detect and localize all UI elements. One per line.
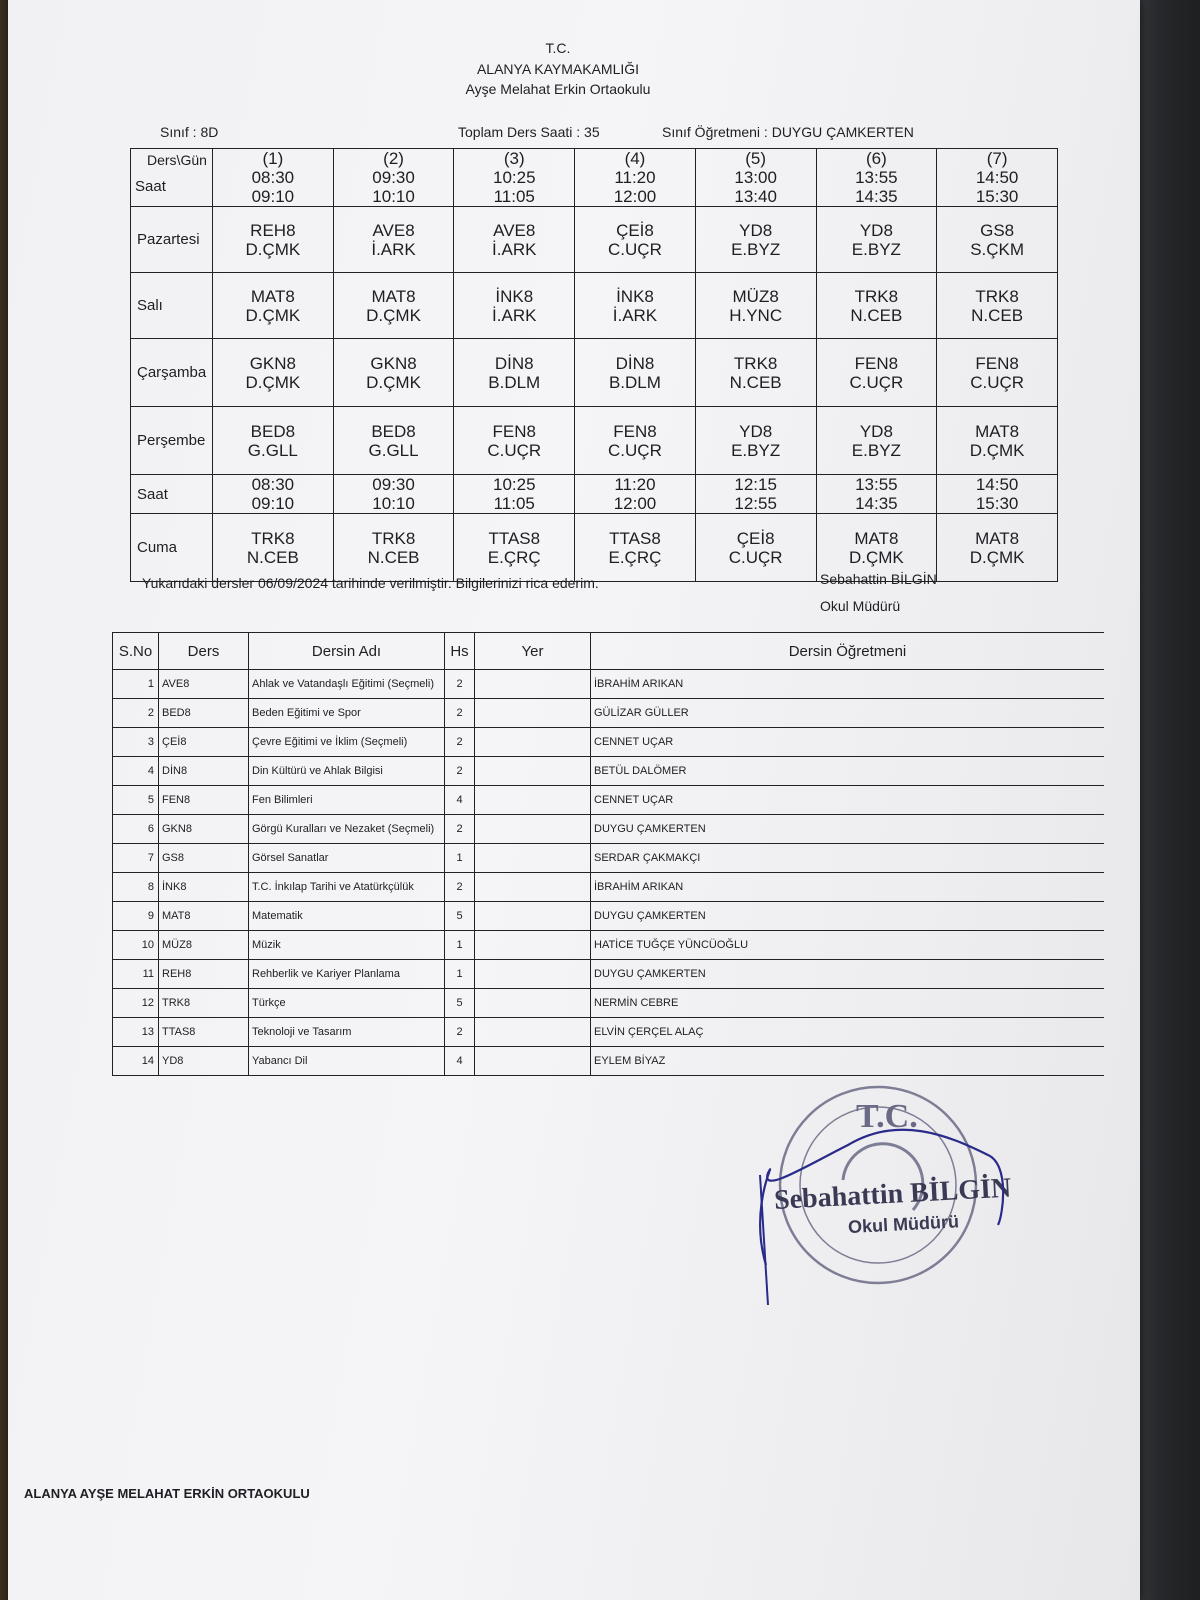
row-place [475,1018,591,1047]
row-code: REH8 [159,960,249,989]
class-label: Sınıf : 8D [160,124,219,140]
row-hours: 5 [445,989,475,1018]
period-header: (7) 14:50 15:30 [937,149,1058,207]
lesson-cell: YD8 E.BYZ [816,407,937,475]
row-sno: 7 [113,844,159,873]
row-place [475,931,591,960]
row-sno: 3 [113,728,159,757]
row-teacher: ELVİN ÇERÇEL ALAÇ [591,1018,1105,1047]
course-list-header [113,633,1105,670]
header-line-1: T.C. [545,40,571,56]
day-row-sali [131,273,1058,339]
row-hours: 4 [445,786,475,815]
row-course-name: T.C. İnkılap Tarihi ve Atatürkçülük [249,873,445,902]
row-place [475,757,591,786]
row-code: MAT8 [159,902,249,931]
row-hours: 2 [445,757,475,786]
row-teacher: EYLEM BİYAZ [591,1047,1105,1076]
col-name: Dersin Adı [249,633,445,670]
row-hours: 2 [445,728,475,757]
row-hours: 1 [445,960,475,989]
corner-bottom-label: Saat [135,177,166,195]
principal-name: Sebahattin BİLGİN [820,571,937,587]
row-sno: 13 [113,1018,159,1047]
lesson-cell: AVE8 İ.ARK [333,207,454,273]
row-hours: 2 [445,670,475,699]
lesson-cell: TTAS8 E.ÇRÇ [575,514,696,582]
stamp-title: Okul Müdürü [847,1211,960,1238]
day-label: Salı [131,273,213,339]
period-header: (4) 11:20 12:00 [575,149,696,207]
row-teacher: DUYGU ÇAMKERTEN [591,902,1105,931]
lesson-cell: YD8 E.BYZ [695,207,816,273]
row-teacher: DUYGU ÇAMKERTEN [591,960,1105,989]
row-course-name: Teknoloji ve Tasarım [249,1018,445,1047]
lesson-cell: TRK8 N.CEB [816,273,937,339]
lesson-cell: GKN8 D.ÇMK [333,339,454,407]
row-course-name: Rehberlik ve Kariyer Planlama [249,960,445,989]
row-place [475,873,591,902]
header-line-2: ALANYA KAYMAKAMLIĞI [476,61,640,77]
time-cell: 10:25 11:05 [454,475,575,514]
time-cell: 11:20 12:00 [575,475,696,514]
day-row-persembe [131,407,1058,475]
course-list-body [113,670,1105,1076]
col-hours: Hs [445,633,475,670]
col-sno: S.No [113,633,159,670]
lesson-cell: MAT8 D.ÇMK [816,514,937,582]
row-course-name: Ahlak ve Vatandaşlı Eğitimi (Seçmeli) [249,670,445,699]
time-cell: 14:50 15:30 [937,475,1058,514]
day-label: Perşembe [131,407,213,475]
course-list [112,632,1104,1076]
timetable [130,148,1058,582]
lesson-cell: FEN8 C.UÇR [575,407,696,475]
lesson-cell: TRK8 N.CEB [333,514,454,582]
lesson-cell: MAT8 D.ÇMK [937,514,1058,582]
row-teacher: İBRAHİM ARIKAN [591,670,1105,699]
corner-top-label: Ders\Gün [147,151,207,168]
time-row-label: Saat [131,475,213,514]
row-place [475,699,591,728]
lesson-cell: İNK8 İ.ARK [454,273,575,339]
course-row [113,699,1105,728]
lesson-cell: MAT8 D.ÇMK [937,407,1058,475]
lesson-cell: TRK8 N.CEB [695,339,816,407]
col-place: Yer [475,633,591,670]
row-code: ÇEİ8 [159,728,249,757]
row-code: FEN8 [159,786,249,815]
row-course-name: Yabancı Dil [249,1047,445,1076]
row-sno: 8 [113,873,159,902]
row-code: DİN8 [159,757,249,786]
document-page [8,0,1140,1600]
row-course-name: Görgü Kuralları ve Nezaket (Seçmeli) [249,815,445,844]
row-code: BED8 [159,699,249,728]
row-hours: 4 [445,1047,475,1076]
row-course-name: Türkçe [249,989,445,1018]
corner-cell [131,149,213,207]
period-header: (5) 13:00 13:40 [695,149,816,207]
row-hours: 2 [445,699,475,728]
row-course-name: Müzik [249,931,445,960]
row-hours: 5 [445,902,475,931]
course-row [113,873,1105,902]
row-teacher: HATİCE TUĞÇE YÜNCÜOĞLU [591,931,1105,960]
row-course-name: Matematik [249,902,445,931]
course-row [113,1018,1105,1047]
row-code: YD8 [159,1047,249,1076]
row-teacher: CENNET UÇAR [591,786,1105,815]
lesson-cell: DİN8 B.DLM [454,339,575,407]
row-teacher: İBRAHİM ARIKAN [591,873,1105,902]
lesson-cell: AVE8 İ.ARK [454,207,575,273]
row-teacher: BETÜL DALÖMER [591,757,1105,786]
class-teacher: Sınıf Öğretmeni : DUYGU ÇAMKERTEN [662,124,914,140]
course-row [113,931,1105,960]
official-stamp [748,1075,1038,1315]
row-place [475,1047,591,1076]
lesson-cell: GKN8 D.ÇMK [213,339,334,407]
course-row [113,670,1105,699]
period-header: (6) 13:55 14:35 [816,149,937,207]
lesson-cell: FEN8 C.UÇR [937,339,1058,407]
day-row-pazartesi [131,207,1058,273]
row-code: GKN8 [159,815,249,844]
day-row-carsamba [131,339,1058,407]
course-row [113,786,1105,815]
stamp-name: Sebahattin BİLGİN [773,1172,1012,1216]
row-teacher: SERDAR ÇAKMAKÇI [591,844,1105,873]
row-hours: 1 [445,844,475,873]
period-header: (2) 09:30 10:10 [333,149,454,207]
row-course-name: Beden Eğitimi ve Spor [249,699,445,728]
background-right [1130,0,1200,1600]
col-code: Ders [159,633,249,670]
stamp-emblem: T.C. [856,1098,918,1135]
lesson-cell: MAT8 D.ÇMK [333,273,454,339]
period-header: (3) 10:25 11:05 [454,149,575,207]
lesson-cell: YD8 E.BYZ [695,407,816,475]
row-hours: 2 [445,815,475,844]
day-label: Pazartesi [131,207,213,273]
row-course-name: Fen Bilimleri [249,786,445,815]
period-header: (1) 08:30 09:10 [213,149,334,207]
row-teacher: NERMİN CEBRE [591,989,1105,1018]
lesson-cell: MAT8 D.ÇMK [213,273,334,339]
row-code: TTAS8 [159,1018,249,1047]
day-label: Çarşamba [131,339,213,407]
row-place [475,989,591,1018]
row-hours: 1 [445,931,475,960]
row-sno: 9 [113,902,159,931]
lesson-cell: FEN8 C.UÇR [454,407,575,475]
row-place [475,815,591,844]
row-sno: 6 [113,815,159,844]
row-sno: 1 [113,670,159,699]
row-sno: 10 [113,931,159,960]
lesson-cell: REH8 D.ÇMK [213,207,334,273]
footer-school-name: ALANYA AYŞE MELAHAT ERKİN ORTAOKULU [24,1486,310,1501]
row-place [475,786,591,815]
row-sno: 4 [113,757,159,786]
lesson-cell: TRK8 N.CEB [213,514,334,582]
row-place [475,670,591,699]
lesson-cell: GS8 S.ÇKM [937,207,1058,273]
time-cell: 12:15 12:55 [695,475,816,514]
row-sno: 11 [113,960,159,989]
lesson-cell: ÇEİ8 C.UÇR [695,514,816,582]
principal-title: Okul Müdürü [820,598,901,614]
course-row [113,728,1105,757]
course-row [113,844,1105,873]
row-place [475,728,591,757]
row-hours: 2 [445,1018,475,1047]
header-line-3: Ayşe Melahat Erkin Ortaokulu [465,81,651,97]
total-hours: Toplam Ders Saati : 35 [458,124,600,140]
course-row [113,1047,1105,1076]
lesson-cell: TRK8 N.CEB [937,273,1058,339]
row-sno: 12 [113,989,159,1018]
course-row [113,960,1105,989]
row-code: AVE8 [159,670,249,699]
row-course-name: Din Kültürü ve Ahlak Bilgisi [249,757,445,786]
lesson-cell: DİN8 B.DLM [575,339,696,407]
row-code: MÜZ8 [159,931,249,960]
row-sno: 14 [113,1047,159,1076]
lesson-cell: TTAS8 E.ÇRÇ [454,514,575,582]
row-teacher: DUYGU ÇAMKERTEN [591,815,1105,844]
lesson-cell: MÜZ8 H.YNC [695,273,816,339]
course-row [113,815,1105,844]
lesson-cell: İNK8 İ.ARK [575,273,696,339]
row-course-name: Çevre Eğitimi ve İklim (Seçmeli) [249,728,445,757]
row-code: GS8 [159,844,249,873]
row-place [475,960,591,989]
row-hours: 2 [445,873,475,902]
course-row [113,757,1105,786]
row-code: İNK8 [159,873,249,902]
row-sno: 5 [113,786,159,815]
row-sno: 2 [113,699,159,728]
lesson-cell: BED8 G.GLL [213,407,334,475]
row-code: TRK8 [159,989,249,1018]
time-cell: 13:55 14:35 [816,475,937,514]
row-teacher: GÜLİZAR GÜLLER [591,699,1105,728]
col-teacher: Dersin Öğretmeni [591,633,1105,670]
day-label: Cuma [131,514,213,582]
row-teacher: CENNET UÇAR [591,728,1105,757]
timetable-header-row [131,149,1058,207]
lesson-cell: YD8 E.BYZ [816,207,937,273]
course-row [113,989,1105,1018]
lesson-cell: BED8 G.GLL [333,407,454,475]
notice-text: Yukarıdaki dersler 06/09/2024 tarihinde verilmiştir. Bilgilerinizi rica ederim. [142,575,599,591]
lesson-cell: ÇEİ8 C.UÇR [575,207,696,273]
time-cell: 08:30 09:10 [213,475,334,514]
course-row [113,902,1105,931]
time-cell: 09:30 10:10 [333,475,454,514]
row-course-name: Görsel Sanatlar [249,844,445,873]
row-place [475,844,591,873]
lesson-cell: FEN8 C.UÇR [816,339,937,407]
row-place [475,902,591,931]
friday-time-row [131,475,1058,514]
